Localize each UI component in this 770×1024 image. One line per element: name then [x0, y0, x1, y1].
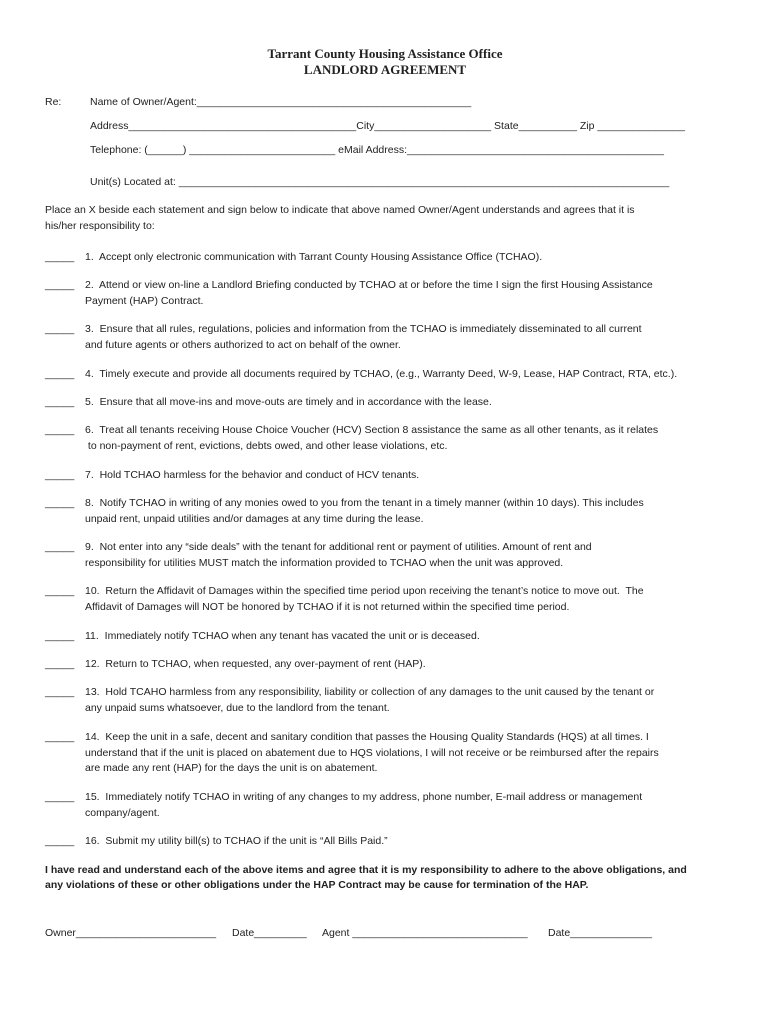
- statement-checkbox-blank[interactable]: _____: [45, 469, 75, 481]
- statement-text-line: 3. Ensure that all rules, regulations, policies and information from the TCHAO is immediately disseminated to all current: [85, 323, 642, 335]
- statement-checkbox-blank[interactable]: _____: [45, 541, 75, 553]
- statement-checkbox-blank[interactable]: _____: [45, 368, 75, 380]
- statement-text-line: responsibility for utilities MUST match the information provided to TCHAO when the unit was approved.: [85, 556, 564, 569]
- statement-text-line: 13. Hold TCAHO harmless from any responsibility, liability or collection of any damages to the unit caused by the tenant or: [85, 686, 655, 698]
- acknowledgement-line-2: any violations of these or other obligations under the HAP Contract may be cause for termination of the HAP.: [45, 879, 589, 891]
- statement-text-line: Payment (HAP) Contract.: [85, 294, 204, 307]
- statement-text-line: understand that if the unit is placed on abatement due to HQS violations, I will not receive or be reimbursed after the repairs: [85, 746, 659, 759]
- statement-text-line: 1. Accept only electronic communication with Tarrant County Housing Assistance Office (TCHAO).: [85, 251, 543, 263]
- statement-checkbox-blank[interactable]: _____: [45, 323, 75, 335]
- document-subtitle: LANDLORD AGREEMENT: [303, 62, 467, 77]
- statement-text-line: are made any rent (HAP) for the days the unit is on abatement.: [85, 762, 378, 774]
- owner-agent-field[interactable]: Name of Owner/Agent:_______________________________________________: [90, 96, 472, 108]
- statement-checkbox-blank[interactable]: _____: [45, 658, 75, 670]
- statement-text-line: 8. Notify TCHAO in writing of any monies owed to you from the tenant in a timely manner (within 10 days). This includes: [85, 497, 644, 509]
- statement-checkbox-blank[interactable]: _____: [45, 396, 75, 408]
- telephone-email-field[interactable]: Telephone: (______) _________________________ eMail Address:____________________________________________: [90, 144, 664, 156]
- statement-text-line: 14. Keep the unit in a safe, decent and sanitary condition that passes the Housing Quality Standards (HQS) at all times. I: [85, 731, 649, 743]
- statement-text-line: 9. Not enter into any “side deals” with the tenant for additional rent or payment of utilities. Amount of rent and: [85, 541, 592, 553]
- address-field[interactable]: Address_______________________________________City____________________ State__________ Zip _______________: [90, 120, 685, 132]
- statement-text-line: to non-payment of rent, evictions, debts owed, and other lease violations, etc.: [85, 439, 448, 452]
- statement-text-line: 7. Hold TCHAO harmless for the behavior and conduct of HCV tenants.: [85, 469, 420, 481]
- re-label: Re:: [45, 96, 62, 108]
- units-located-field[interactable]: Unit(s) Located at: ____________________________________________________________________________________: [90, 176, 670, 188]
- agent-date-field[interactable]: Date______________: [548, 927, 652, 939]
- statement-checkbox-blank[interactable]: _____: [45, 497, 75, 509]
- statement-text-line: and future agents or others authorized to act on behalf of the owner.: [85, 338, 401, 351]
- statement-text-line: 11. Immediately notify TCHAO when any tenant has vacated the unit or is deceased.: [85, 630, 480, 642]
- statement-text-line: 4. Timely execute and provide all documents required by TCHAO, (e.g., Warranty Deed, W-9, Lease, HAP Contract, RTA, etc.).: [85, 368, 678, 380]
- statement-text-line: 10. Return the Affidavit of Damages within the specified time period upon receiving the tenant’s notice to move out. The: [85, 585, 644, 597]
- statement-checkbox-blank[interactable]: _____: [45, 835, 75, 847]
- statement-checkbox-blank[interactable]: _____: [45, 731, 75, 743]
- agent-signature-field[interactable]: Agent ______________________________: [322, 927, 528, 939]
- statement-text-line: 12. Return to TCHAO, when requested, any over-payment of rent (HAP).: [85, 658, 426, 670]
- statement-text-line: 5. Ensure that all move-ins and move-outs are timely and in accordance with the lease.: [85, 396, 492, 408]
- owner-date-field[interactable]: Date_________: [232, 927, 307, 939]
- statement-text-line: 15. Immediately notify TCHAO in writing of any changes to my address, phone number, E-mail address or management: [85, 791, 643, 803]
- statement-text-line: Affidavit of Damages will NOT be honored by TCHAO if it is not returned within the specified time period.: [85, 600, 570, 613]
- statement-checkbox-blank[interactable]: _____: [45, 279, 75, 291]
- statement-text-line: any unpaid sums whatsoever, due to the landlord from the tenant.: [85, 701, 390, 714]
- statement-checkbox-blank[interactable]: _____: [45, 251, 75, 263]
- intro-line-1: Place an X beside each statement and sign below to indicate that above named Owner/Agent understands and agrees that it is: [45, 204, 635, 216]
- statement-text-line: company/agent.: [85, 806, 160, 819]
- statement-text-line: 6. Treat all tenants receiving House Choice Voucher (HCV) Section 8 assistance the same as all other tenants, as it relates: [85, 424, 659, 436]
- statement-text-line: unpaid rent, unpaid utilities and/or damages at any time during the lease.: [85, 512, 424, 525]
- statement-checkbox-blank[interactable]: _____: [45, 630, 75, 642]
- statement-text-line: 2. Attend or view on-line a Landlord Briefing conducted by TCHAO at or before the time I sign the first Housing Assistance: [85, 279, 653, 291]
- document-title: Tarrant County Housing Assistance Office: [267, 46, 503, 61]
- statement-text-line: 16. Submit my utility bill(s) to TCHAO if the unit is “All Bills Paid.”: [85, 835, 388, 847]
- statement-checkbox-blank[interactable]: _____: [45, 585, 75, 597]
- statement-checkbox-blank[interactable]: _____: [45, 424, 75, 436]
- owner-signature-field[interactable]: Owner________________________: [45, 927, 217, 939]
- statement-checkbox-blank[interactable]: _____: [45, 686, 75, 698]
- intro-line-2: his/her responsibility to:: [45, 220, 155, 232]
- acknowledgement-line-1: I have read and understand each of the above items and agree that it is my responsibility to adhere to the above obligations, and: [45, 864, 687, 876]
- statement-checkbox-blank[interactable]: _____: [45, 791, 75, 803]
